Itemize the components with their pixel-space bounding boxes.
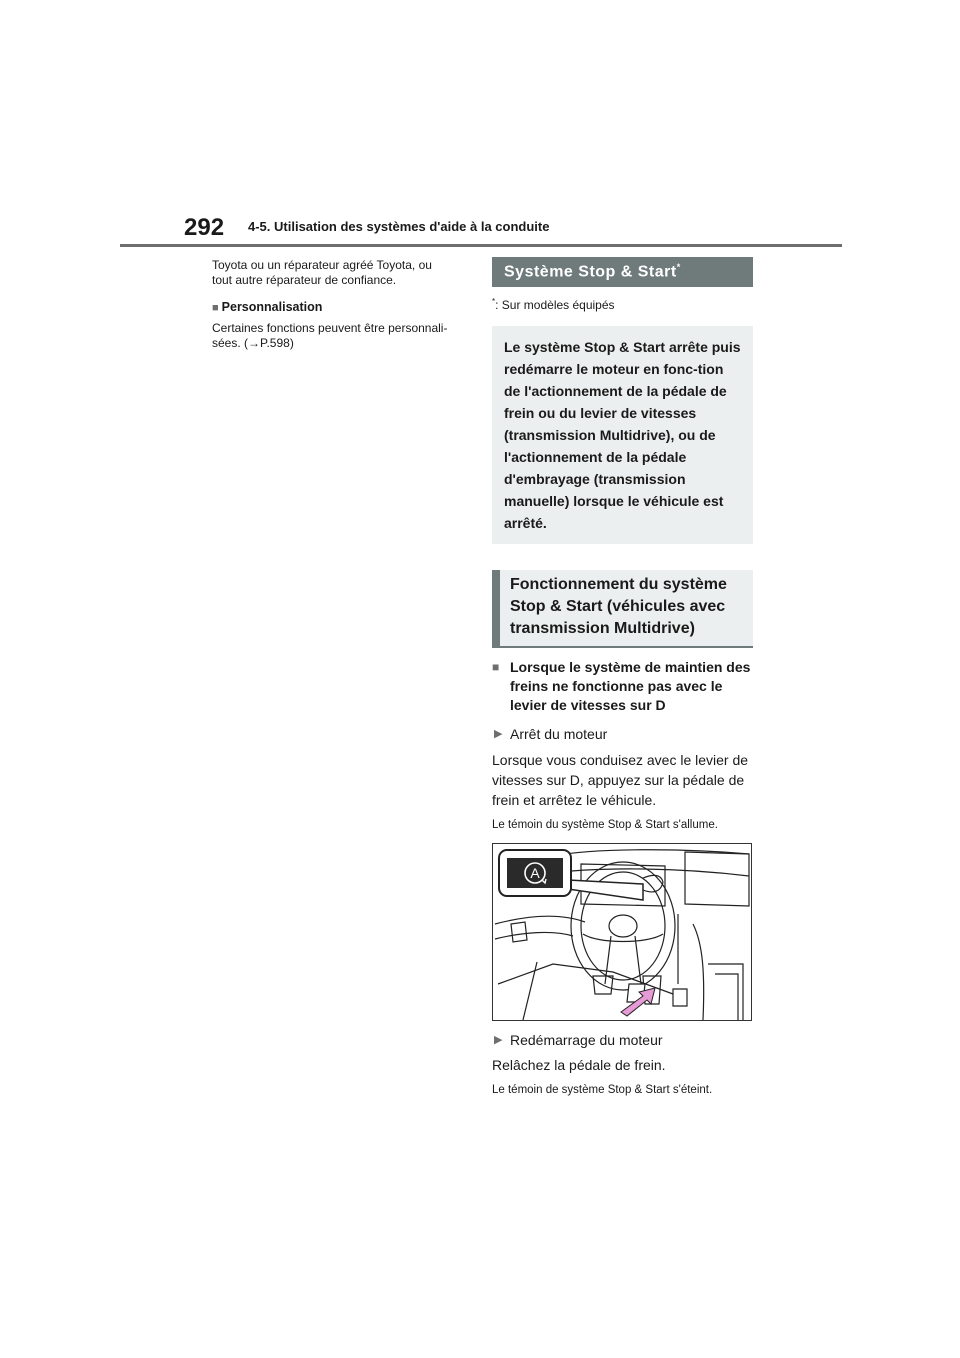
personnalisation-text: Certaines fonctions peuvent être personnali-sées. (→P.598) [212, 321, 448, 350]
intro-box: Le système Stop & Start arrête puis redémarre le moteur en fonc-tion de l'actionnement de la pédale de frein ou du levier de vitesses (transmission Multidrive), ou de l'actionnement de la pédale d'embrayage (transmission manuelle) lorsque le véhicule est arrêté. [492, 326, 753, 544]
step-engine-stop-label: Arrêt du moteur [510, 726, 608, 742]
indicator-letter: A [530, 865, 540, 881]
triangle-bullet-icon: ▶ [494, 728, 503, 740]
title-footnote-mark: * [676, 262, 681, 272]
condition-heading-text: Lorsque le système de maintien des freins ne fonctionne pas avec le levier de vitesses sur D [510, 659, 751, 713]
condition-heading [492, 658, 753, 715]
section-heading-label: Personnalisation [221, 300, 323, 314]
step-engine-restart [492, 1031, 753, 1050]
step-engine-restart-label: Redémarrage du moteur [510, 1032, 663, 1048]
header-divider [120, 244, 842, 247]
left-column [212, 258, 452, 351]
dashboard-drawing [493, 844, 751, 1020]
footnote [492, 297, 753, 312]
section-title-bar [492, 257, 753, 287]
footnote-text: : Sur modèles équipés [495, 298, 615, 312]
square-bullet-icon: ■ [212, 302, 219, 314]
footnote-mark: * [492, 297, 496, 306]
right-column [492, 257, 753, 1098]
subsection-heading: Fonctionnement du système Stop & Start (véhicules avec transmission Multidrive) [492, 570, 753, 648]
step-engine-stop-note: Le témoin du système Stop & Start s'allume. [492, 819, 718, 831]
step-engine-stop-body: Lorsque vous conduisez avec le levier de vitesses sur D, appuyez sur la pédale de frein et arrêtez le véhicule. [492, 752, 749, 808]
section-heading-personnalisation [212, 300, 452, 316]
triangle-bullet-icon: ▶ [494, 1034, 503, 1046]
section-title: Système Stop & Start [504, 263, 677, 281]
step-engine-restart-note: Le témoin de système Stop & Start s'éteint. [492, 1084, 713, 1096]
dashboard-illustration [492, 843, 752, 1021]
square-bullet-icon: ■ [492, 660, 500, 674]
chapter-title: 4-5. Utilisation des systèmes d'aide à la conduite [248, 219, 550, 234]
left-intro-text: Toyota ou un réparateur agréé Toyota, ou tout autre réparateur de confiance. [212, 258, 432, 287]
step-engine-stop [492, 725, 753, 744]
page-number: 292 [184, 214, 225, 241]
step-engine-restart-body: Relâchez la pédale de frein. [492, 1057, 666, 1073]
